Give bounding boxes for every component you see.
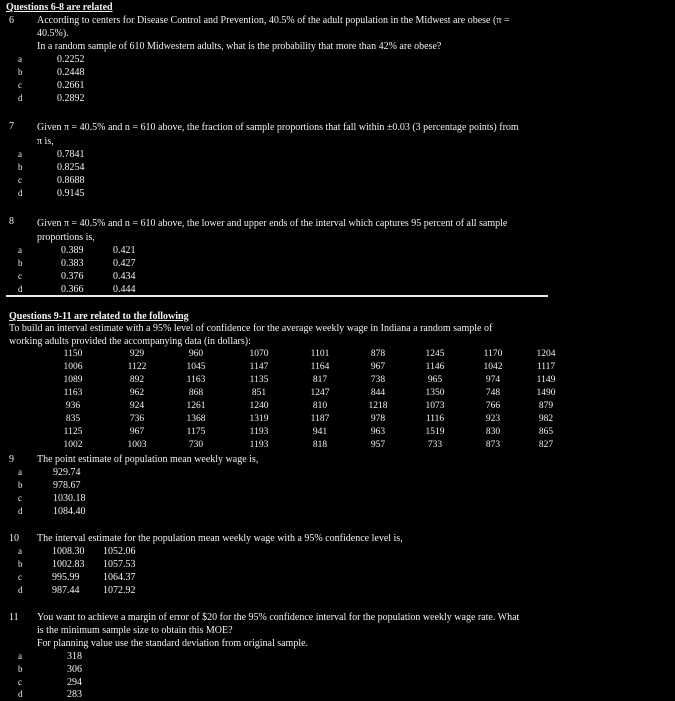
q6-option-c-letter[interactable]: c xyxy=(18,80,22,90)
q11-option-a-letter[interactable]: a xyxy=(18,651,22,661)
q6-option-a-letter[interactable]: a xyxy=(18,54,22,64)
q10-option-d-letter[interactable]: d xyxy=(18,585,23,595)
wage-cell: 738 xyxy=(370,375,386,385)
q9-option-c-value[interactable]: 1030.18 xyxy=(53,493,86,504)
wage-cell: 936 xyxy=(65,401,81,411)
wage-cell: 1163 xyxy=(186,375,206,385)
question-10-text: The interval estimate for the population mean weekly wage with a 95% confidence level is, xyxy=(37,533,403,544)
wage-cell: 1245 xyxy=(425,349,445,359)
wage-cell: 1319 xyxy=(249,414,269,424)
wage-cell: 733 xyxy=(427,440,443,450)
q11-option-d-letter[interactable]: d xyxy=(18,689,23,699)
question-9-text: The point estimate of population mean weekly wage is, xyxy=(37,454,259,465)
q6-option-c-value[interactable]: 0.2661 xyxy=(57,80,85,91)
q8-option-c-high[interactable]: 0.434 xyxy=(113,271,136,282)
wage-cell: 1042 xyxy=(483,362,503,372)
q11-option-a-value[interactable]: 318 xyxy=(67,651,82,662)
wage-cell: 892 xyxy=(129,375,145,385)
question-7-text-line1: Given π = 40.5% and n = 610 above, the fraction of sample proportions that fall within ±0.03 (3 percentage points) from xyxy=(37,122,519,133)
wage-cell: 974 xyxy=(485,375,501,385)
wage-row xyxy=(36,413,570,426)
wage-cell: 1045 xyxy=(186,362,206,372)
wage-cell: 830 xyxy=(485,427,501,437)
wage-cell: 1006 xyxy=(63,362,83,372)
wage-cell: 1073 xyxy=(425,401,445,411)
section-heading-9-11: Questions 9-11 are related to the following xyxy=(9,311,189,322)
wage-cell: 1247 xyxy=(310,388,330,398)
question-8-text-line2: proportions is, xyxy=(37,232,95,243)
section-divider xyxy=(6,295,548,297)
weekly-wage-data-table xyxy=(36,348,570,452)
wage-cell: 878 xyxy=(370,349,386,359)
q9-option-a-value[interactable]: 929.74 xyxy=(53,467,81,478)
q10-option-d-low[interactable]: 987.44 xyxy=(52,585,80,596)
q7-option-c-letter[interactable]: c xyxy=(18,175,22,185)
question-11-text-line3: For planning value use the standard deviation from original sample. xyxy=(37,638,309,649)
wage-cell: 1170 xyxy=(483,349,503,359)
wage-cell: 827 xyxy=(538,440,554,450)
q8-option-b-letter[interactable]: b xyxy=(18,258,23,268)
wage-cell: 960 xyxy=(188,349,204,359)
q11-option-b-value[interactable]: 306 xyxy=(67,664,82,675)
q11-option-c-value[interactable]: 294 xyxy=(67,677,82,688)
q8-option-d-low[interactable]: 0.366 xyxy=(61,284,84,295)
wage-cell: 923 xyxy=(485,414,501,424)
wage-cell: 1146 xyxy=(425,362,445,372)
q10-option-d-high[interactable]: 1072.92 xyxy=(103,585,136,596)
wage-cell: 1070 xyxy=(249,349,269,359)
q6-option-b-value[interactable]: 0.2448 xyxy=(57,67,85,78)
wage-cell: 736 xyxy=(129,414,145,424)
q6-option-d-letter[interactable]: d xyxy=(18,93,23,103)
question-11-number: 11 xyxy=(9,612,19,623)
q10-option-a-letter[interactable]: a xyxy=(18,546,22,556)
q9-option-b-letter[interactable]: b xyxy=(18,480,23,490)
wage-cell: 1002 xyxy=(63,440,83,450)
question-6-text-line1: According to centers for Disease Control and Prevention, 40.5% of the adult population in the Midwest are obese (π = xyxy=(37,15,510,26)
q7-option-b-value[interactable]: 0.8254 xyxy=(57,162,85,173)
wage-cell: 1163 xyxy=(63,388,83,398)
wage-cell: 1150 xyxy=(63,349,83,359)
wage-cell: 1261 xyxy=(186,401,206,411)
q7-option-d-letter[interactable]: d xyxy=(18,188,23,198)
q11-option-b-letter[interactable]: b xyxy=(18,664,23,674)
wage-cell: 978 xyxy=(370,414,386,424)
q10-option-b-low[interactable]: 1002.83 xyxy=(52,559,85,570)
wage-cell: 1122 xyxy=(127,362,147,372)
wage-cell: 851 xyxy=(251,388,267,398)
wage-cell: 1519 xyxy=(425,427,445,437)
q8-option-b-high[interactable]: 0.427 xyxy=(113,258,136,269)
q10-option-a-high[interactable]: 1052.06 xyxy=(103,546,136,557)
wage-cell: 1135 xyxy=(249,375,269,385)
q11-option-c-letter[interactable]: c xyxy=(18,677,22,687)
wage-cell: 1368 xyxy=(186,414,206,424)
wage-cell: 766 xyxy=(485,401,501,411)
wage-cell: 1089 xyxy=(63,375,83,385)
q7-option-a-value[interactable]: 0.7841 xyxy=(57,149,85,160)
q7-option-d-value[interactable]: 0.9145 xyxy=(57,188,85,199)
q8-option-c-low[interactable]: 0.376 xyxy=(61,271,84,282)
wage-row xyxy=(36,361,570,374)
wage-cell: 1193 xyxy=(249,427,269,437)
question-7-text-line2: π is, xyxy=(37,136,54,147)
section-intro-line1: To build an interval estimate with a 95% level of confidence for the average weekly wage in Indiana a random sample of xyxy=(9,323,493,334)
wage-cell: 1218 xyxy=(368,401,388,411)
question-11-text-line2: is the minimum sample size to obtain this MOE? xyxy=(37,625,233,636)
wage-row xyxy=(36,439,570,452)
q10-option-c-low[interactable]: 995.99 xyxy=(52,572,80,583)
wage-cell: 941 xyxy=(312,427,328,437)
q7-option-b-letter[interactable]: b xyxy=(18,162,23,172)
q6-option-b-letter[interactable]: b xyxy=(18,67,23,77)
question-9-number: 9 xyxy=(9,454,14,465)
wage-row xyxy=(36,374,570,387)
wage-cell: 924 xyxy=(129,401,145,411)
q6-option-d-value[interactable]: 0.2892 xyxy=(57,93,85,104)
wage-cell: 865 xyxy=(538,427,554,437)
wage-cell: 1240 xyxy=(249,401,269,411)
wage-cell: 982 xyxy=(538,414,554,424)
q8-option-a-letter[interactable]: a xyxy=(18,245,22,255)
question-8-text-line1: Given π = 40.5% and n = 610 above, the lower and upper ends of the interval which captures 95 percent of all sample xyxy=(37,218,508,229)
q11-option-d-value[interactable]: 283 xyxy=(67,689,82,700)
question-6-text-line2: 40.5%). xyxy=(37,28,69,39)
wage-cell: 1164 xyxy=(310,362,330,372)
wage-cell: 844 xyxy=(370,388,386,398)
wage-cell: 835 xyxy=(65,414,81,424)
wage-cell: 730 xyxy=(188,440,204,450)
wage-cell: 1003 xyxy=(127,440,147,450)
q8-option-d-high[interactable]: 0.444 xyxy=(113,284,136,295)
wage-cell: 929 xyxy=(129,349,145,359)
wage-cell: 1117 xyxy=(536,362,556,372)
wage-cell: 1490 xyxy=(536,388,556,398)
wage-row xyxy=(36,426,570,439)
wage-cell: 1204 xyxy=(536,349,556,359)
q10-option-b-high[interactable]: 1057.53 xyxy=(103,559,136,570)
wage-cell: 817 xyxy=(312,375,328,385)
wage-row xyxy=(36,348,570,361)
q7-option-c-value[interactable]: 0.8688 xyxy=(57,175,85,186)
wage-cell: 963 xyxy=(370,427,386,437)
q8-option-c-letter[interactable]: c xyxy=(18,271,22,281)
wage-cell: 1116 xyxy=(425,414,445,424)
q7-option-a-letter[interactable]: a xyxy=(18,149,22,159)
section-heading-6-8: Questions 6-8 are related xyxy=(6,2,113,13)
wage-cell: 967 xyxy=(370,362,386,372)
question-10-number: 10 xyxy=(9,533,19,544)
q6-option-a-value[interactable]: 0.2252 xyxy=(57,54,85,65)
wage-cell: 967 xyxy=(129,427,145,437)
q10-option-a-low[interactable]: 1008.30 xyxy=(52,546,85,557)
q10-option-c-high[interactable]: 1064.37 xyxy=(103,572,136,583)
q9-option-d-value[interactable]: 1084.40 xyxy=(53,506,86,517)
wage-cell: 1193 xyxy=(249,440,269,450)
wage-cell: 1187 xyxy=(310,414,330,424)
q8-option-d-letter[interactable]: d xyxy=(18,284,23,294)
q9-option-d-letter[interactable]: d xyxy=(18,506,23,516)
wage-cell: 748 xyxy=(485,388,501,398)
wage-cell: 1350 xyxy=(425,388,445,398)
q9-option-a-letter[interactable]: a xyxy=(18,467,22,477)
question-6-number: 6 xyxy=(9,15,14,26)
wage-cell: 1149 xyxy=(536,375,556,385)
q10-option-b-letter[interactable]: b xyxy=(18,559,23,569)
question-11-text-line1: You want to achieve a margin of error of $20 for the 95% confidence interval for the population weekly wage rate. What xyxy=(37,612,520,623)
question-8-number: 8 xyxy=(9,216,14,227)
q8-option-b-low[interactable]: 0.383 xyxy=(61,258,84,269)
wage-cell: 957 xyxy=(370,440,386,450)
wage-cell: 1125 xyxy=(63,427,83,437)
wage-row xyxy=(36,400,570,413)
q9-option-c-letter[interactable]: c xyxy=(18,493,22,503)
wage-cell: 1175 xyxy=(186,427,206,437)
q8-option-a-high[interactable]: 0.421 xyxy=(113,245,136,256)
q9-option-b-value[interactable]: 978.67 xyxy=(53,480,81,491)
wage-cell: 879 xyxy=(538,401,554,411)
wage-cell: 1147 xyxy=(249,362,269,372)
wage-cell: 873 xyxy=(485,440,501,450)
wage-cell: 818 xyxy=(312,440,328,450)
q8-option-a-low[interactable]: 0.389 xyxy=(61,245,84,256)
question-6-text-line3: In a random sample of 610 Midwestern adults, what is the probability that more than 42% are obese? xyxy=(37,41,442,52)
wage-cell: 965 xyxy=(427,375,443,385)
wage-cell: 810 xyxy=(312,401,328,411)
q10-option-c-letter[interactable]: c xyxy=(18,572,22,582)
section-intro-line2: working adults provided the accompanying data (in dollars): xyxy=(9,336,251,347)
wage-cell: 868 xyxy=(188,388,204,398)
question-7-number: 7 xyxy=(9,121,14,132)
wage-row xyxy=(36,387,570,400)
wage-cell: 1101 xyxy=(310,349,330,359)
wage-cell: 962 xyxy=(129,388,145,398)
